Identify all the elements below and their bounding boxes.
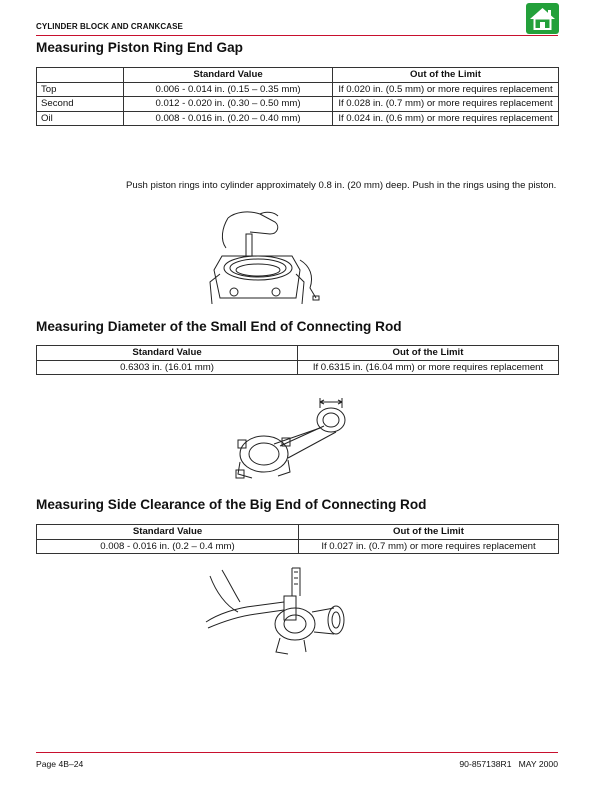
- standard-value: 0.6303 in. (16.01 mm): [37, 360, 298, 375]
- connecting-rod-illustration: [232, 396, 362, 486]
- home-icon: [526, 3, 559, 34]
- limit-value: If 0.024 in. (0.6 mm) or more requires replacement: [333, 111, 559, 126]
- ring-name: Oil: [37, 111, 124, 126]
- big-end-clearance-illustration: [200, 562, 360, 657]
- table-row: [37, 539, 559, 554]
- page-number: Page 4B–24: [36, 759, 84, 769]
- table-header-row: [37, 68, 559, 83]
- table-row: [37, 360, 559, 375]
- standard-value: 0.008 - 0.016 in. (0.2 – 0.4 mm): [37, 539, 299, 554]
- piston-ring-gap-table: [36, 67, 559, 126]
- piston-ring-gap-illustration: [200, 208, 330, 313]
- table-row: [37, 111, 559, 126]
- small-end-diameter-table: [36, 345, 559, 375]
- big-end-clearance-table: [36, 524, 559, 554]
- section-title-small-end: Measuring Diameter of the Small End of Connecting Rod: [36, 319, 402, 334]
- standard-value: 0.008 - 0.016 in. (0.20 – 0.40 mm): [124, 111, 333, 126]
- table-row: [37, 97, 559, 112]
- column-header-limit: Out of the Limit: [333, 68, 559, 83]
- column-header-standard: Standard Value: [37, 346, 298, 361]
- ring-name: Top: [37, 82, 124, 97]
- limit-value: If 0.027 in. (0.7 mm) or more requires replacement: [299, 539, 559, 554]
- limit-value: If 0.020 in. (0.5 mm) or more requires replacement: [333, 82, 559, 97]
- footer-rule: [36, 752, 558, 753]
- column-header-limit: Out of the Limit: [299, 525, 559, 540]
- column-header-standard: Standard Value: [124, 68, 333, 83]
- section-title-big-end: Measuring Side Clearance of the Big End of Connecting Rod: [36, 497, 427, 512]
- table-row: [37, 82, 559, 97]
- standard-value: 0.012 - 0.020 in. (0.30 – 0.50 mm): [124, 97, 333, 112]
- limit-value: If 0.028 in. (0.7 mm) or more requires replacement: [333, 97, 559, 112]
- document-id: 90-857138R1 MAY 2000: [459, 759, 558, 769]
- table-header-row: [37, 525, 559, 540]
- section-header-label: CYLINDER BLOCK AND CRANKCASE: [36, 22, 183, 31]
- header-rule: [36, 35, 558, 36]
- column-header-standard: Standard Value: [37, 525, 299, 540]
- table-header-row: [37, 346, 559, 361]
- ring-name: Second: [37, 97, 124, 112]
- section-title-piston-ring-gap: Measuring Piston Ring End Gap: [36, 40, 243, 55]
- piston-ring-instruction: Push piston rings into cylinder approximately 0.8 in. (20 mm) deep. Push in the rings using the piston.: [126, 180, 557, 191]
- standard-value: 0.006 - 0.014 in. (0.15 – 0.35 mm): [124, 82, 333, 97]
- limit-value: If 0.6315 in. (16.04 mm) or more requires replacement: [298, 360, 559, 375]
- column-header-limit: Out of the Limit: [298, 346, 559, 361]
- home-button[interactable]: [526, 3, 559, 34]
- column-header-name: [37, 68, 124, 83]
